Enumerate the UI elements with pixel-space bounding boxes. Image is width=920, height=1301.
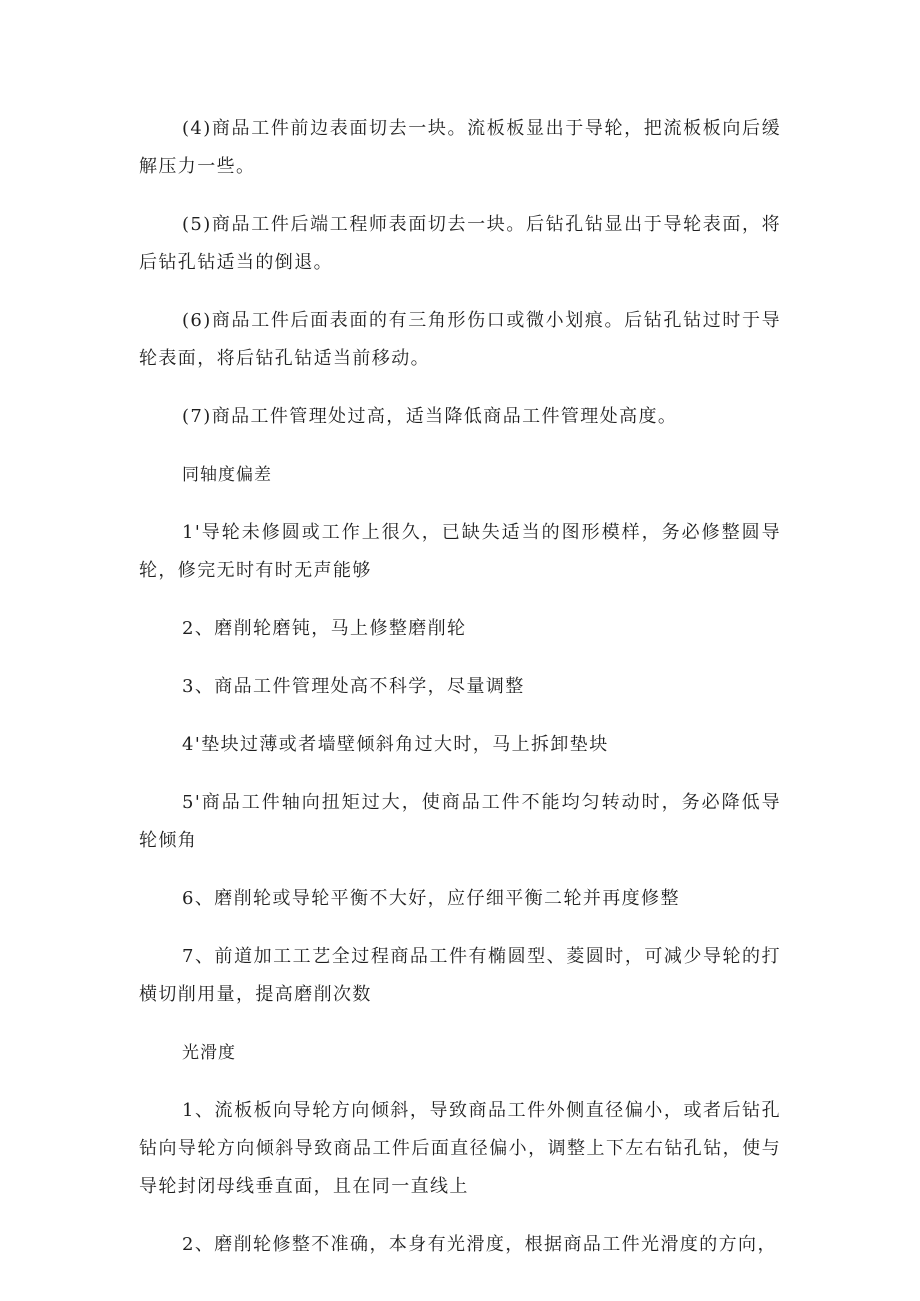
coaxiality-item-7: 7、前道加工工艺全过程商品工件有椭圆型、菱圆时，可减少导轮的打横切削用量，提高磨削次数 — [139, 946, 781, 1005]
paragraph-item-6: (6)商品工件后面表面的有三角形伤口或微小划痕。后钻孔钻过时于导轮表面，将后钻孔钻适当前移动。 — [139, 310, 781, 369]
coaxiality-item-6: 6、磨削轮或导轮平衡不大好，应仔细平衡二轮并再度修整 — [182, 888, 680, 909]
smoothness-item-2: 2、磨削轮修整不准确，本身有光滑度，根据商品工件光滑度的方向， — [182, 1234, 777, 1255]
smoothness-item-1: 1、流板板向导轮方向倾斜，导致商品工件外侧直径偏小，或者后钻孔钻向导轮方向倾斜导致商品工件后面直径偏小，调整上下左右钻孔钻，使与导轮封闭母线垂直面，且在同一直线上 — [139, 1100, 781, 1197]
paragraph-item-4: (4)商品工件前边表面切去一块。流板板显出于导轮，把流板板向后缓解压力一些。 — [139, 118, 781, 177]
paragraph-item-5: (5)商品工件后端工程师表面切去一块。后钻孔钻显出于导轮表面，将后钻孔钻适当的倒退。 — [139, 214, 781, 273]
coaxiality-item-1: 1'导轮未修圆或工作上很久，已缺失适当的图形模样，务必修整圆导轮，修完无时有时无声能够 — [139, 522, 781, 581]
section-heading-coaxiality: 同轴度偏差 — [182, 465, 272, 485]
coaxiality-item-2: 2、磨削轮磨钝，马上修整磨削轮 — [182, 618, 467, 639]
coaxiality-item-5: 5'商品工件轴向扭矩过大，使商品工件不能均匀转动时，务必降低导轮倾角 — [139, 792, 781, 851]
paragraph-item-7: (7)商品工件管理处过高，适当降低商品工件管理处高度。 — [182, 406, 678, 427]
section-heading-smoothness: 光滑度 — [182, 1043, 236, 1063]
coaxiality-item-4: 4'垫块过薄或者墙壁倾斜角过大时，马上拆卸垫块 — [182, 734, 609, 755]
coaxiality-item-3: 3、商品工件管理处高不科学，尽量调整 — [182, 676, 525, 697]
